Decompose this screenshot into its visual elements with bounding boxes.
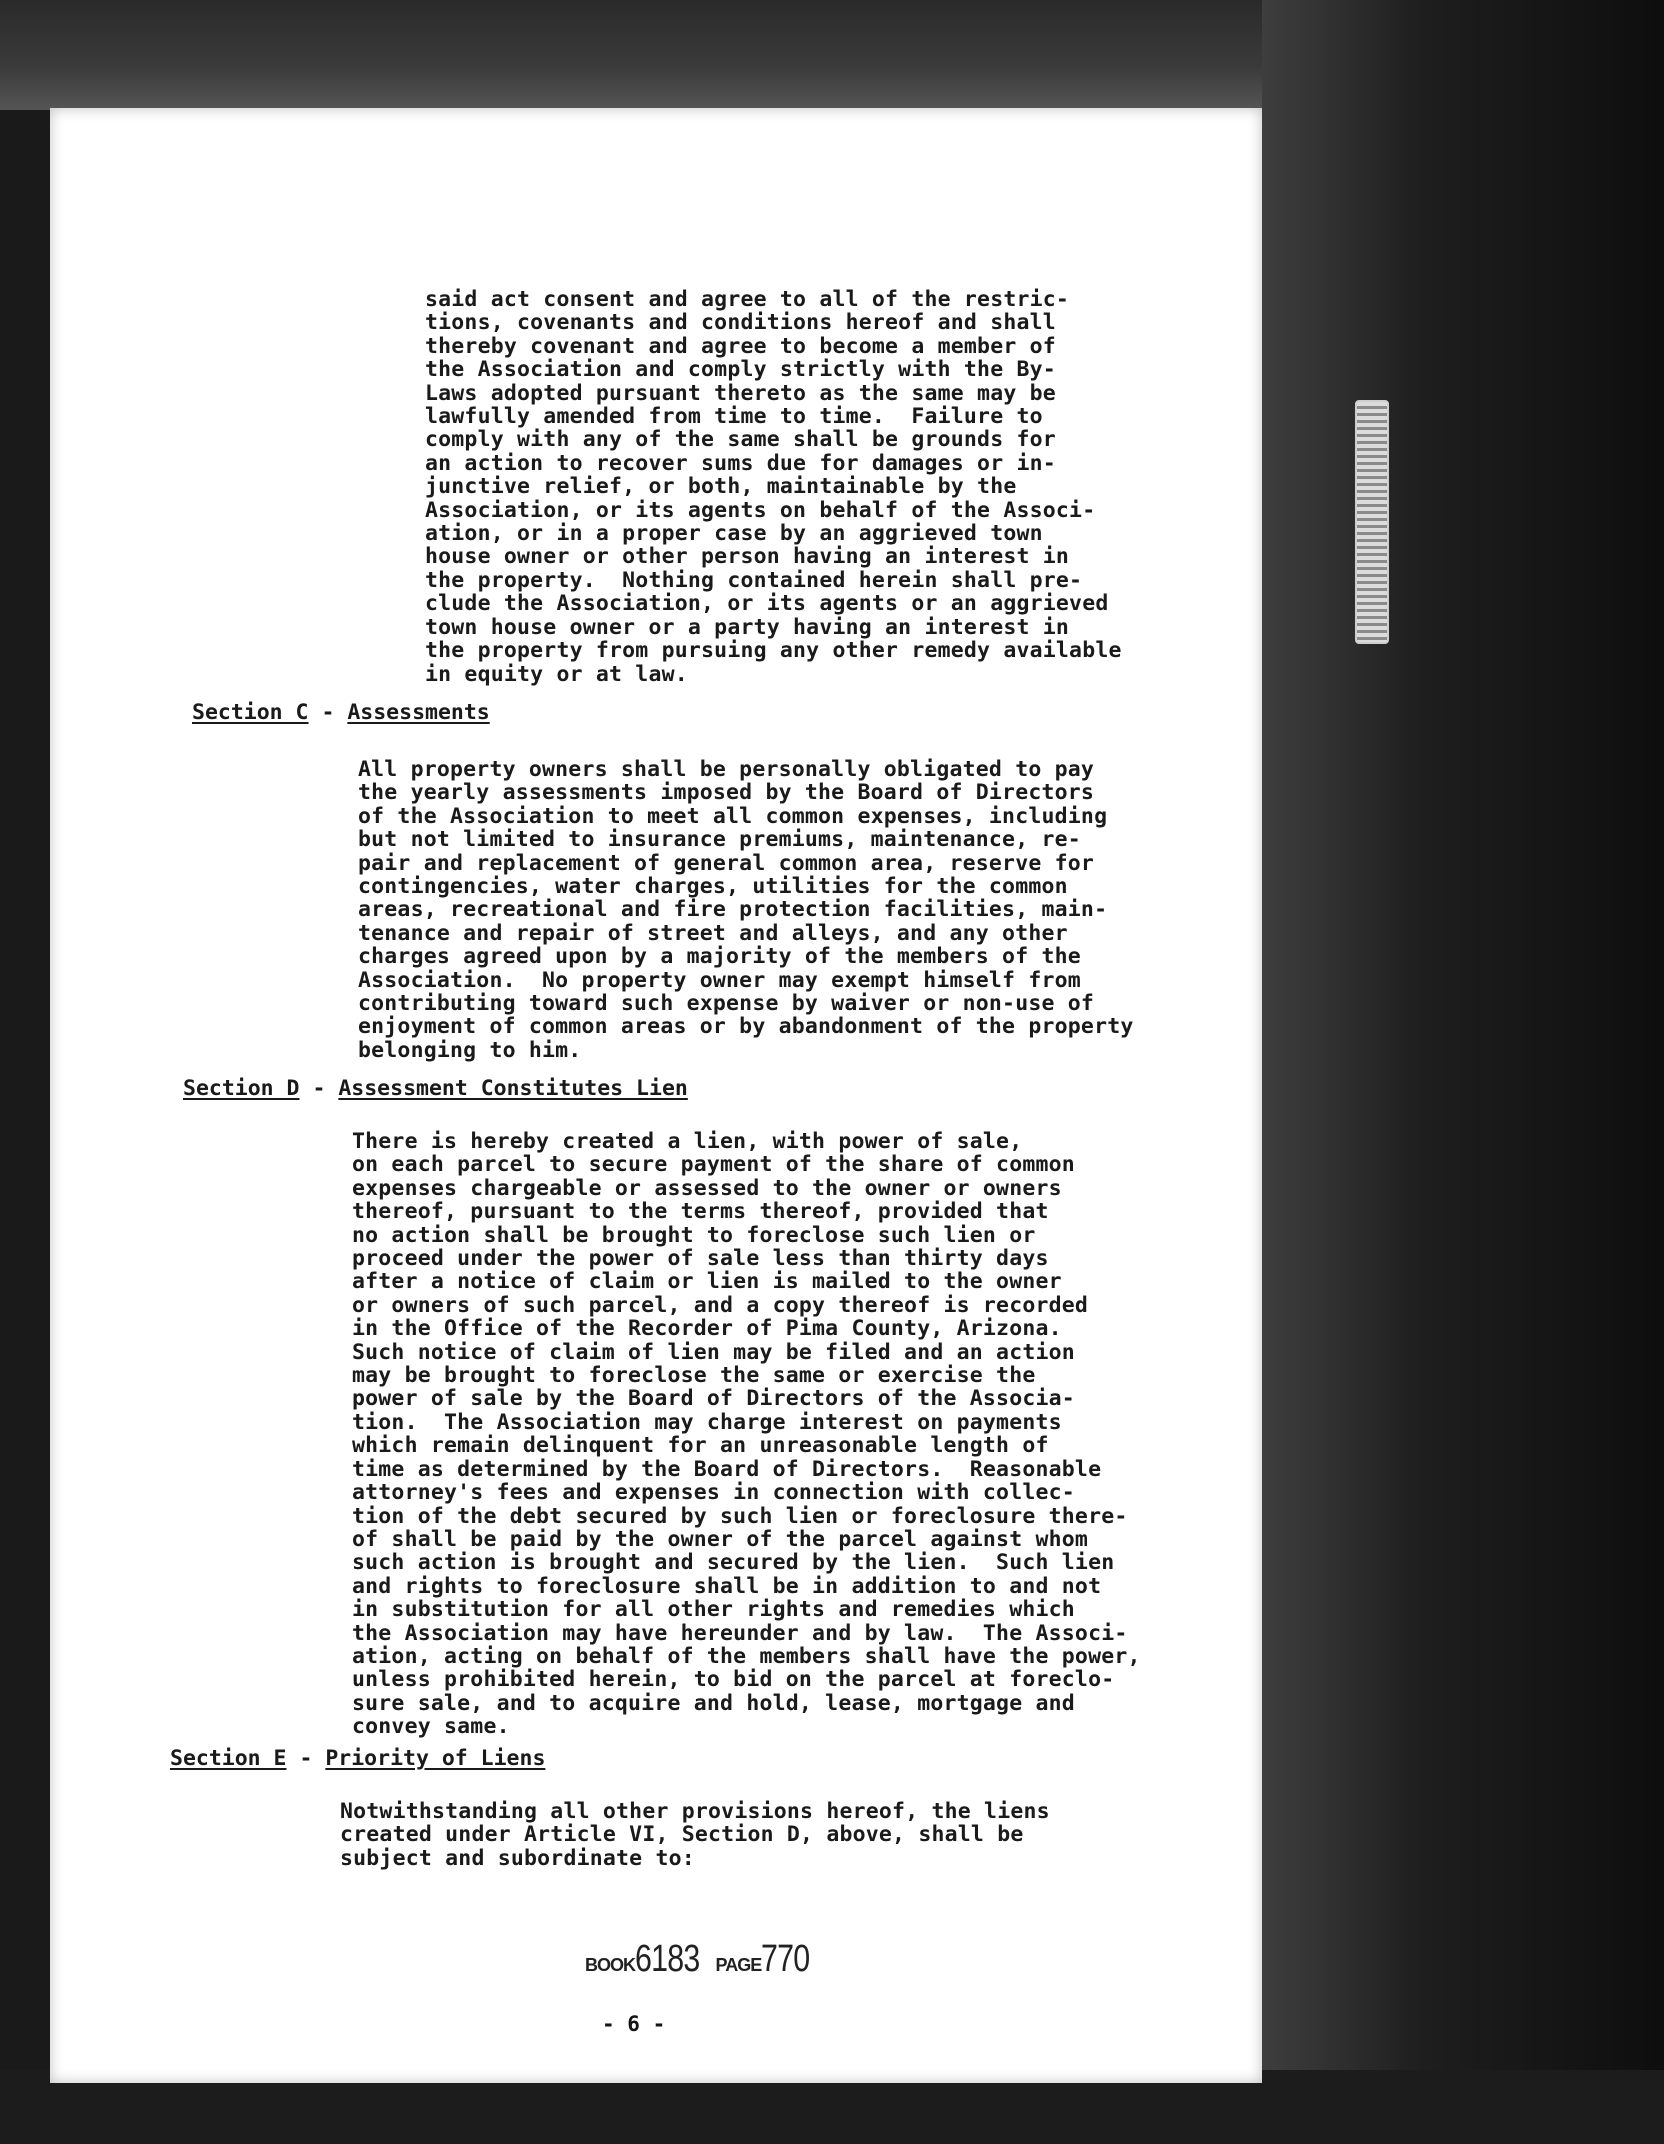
section-c-heading <box>192 700 490 725</box>
scan-border-right <box>1262 0 1664 2144</box>
section-e-body: Notwithstanding all other provisions hereof, the liens created under Article VI, Section D, above, shall be subject and subordinate to: <box>340 1799 1050 1871</box>
section-e-title: Priority of Liens <box>325 1746 546 1771</box>
section-c-label: Section C <box>192 700 309 725</box>
section-separator: - <box>308 700 348 725</box>
section-d-label: Section D <box>183 1076 300 1101</box>
recording-stamp <box>585 1938 822 1981</box>
book-label: BOOK <box>585 1955 635 1975</box>
binder-clip <box>1355 400 1389 644</box>
paragraph-continuation: said act consent and agree to all of the restric- tions, covenants and conditions hereof and shall thereby covenant and agree to become a member of the Association and comply strictly with the By- Laws adopted pursuant thereto as the same may be lawfully amended from time to time. Failure to comply with any of the same shall be grounds for an action to recover sums due for damages or in- junctive relief, or both, maintainable by the Association, or its agents on behalf of the Associ- ation, or in a proper case by an aggrieved town house owner or other person having an interest in the property. Nothing contained herein shall pre- clude the Association, or its agents or an aggrieved town house owner or a party having an interest in the property from pursuing any other remedy available in equity or at law. <box>425 287 1122 687</box>
page-number: - 6 - <box>602 2012 666 2036</box>
section-d-title: Assessment Constitutes Lien <box>338 1076 688 1101</box>
section-c-body: All property owners shall be personally obligated to pay the yearly assessments imposed by the Board of Directors of the Association to meet all common expenses, including but not limited to insurance premiums, maintenance, re- pair and replacement of general common area, reserve for contingencies, water charges, utilities for the common areas, recreational and fire protection facilities, main- tenance and repair of street and alleys, and any other charges agreed upon by a majority of the members of the Association. No property owner may exempt himself from contributing toward such expense by waiver or non-use of enjoyment of common areas or by abandonment of the property belonging to him. <box>358 757 1134 1063</box>
section-d-body: There is hereby created a lien, with power of sale, on each parcel to secure payment of the share of common expenses chargeable or assessed to the owner or owners thereof, pursuant to the terms thereof, provided that no action shall be brought to foreclose such lien or proceed under the power of sale less than thirty days after a notice of claim or lien is mailed to the owner or owners of such parcel, and a copy thereof is recorded in the Office of the Recorder of Pima County, Arizona. Such notice of claim of lien may be filed and an action may be brought to foreclose the same or exercise the power of sale by the Board of Directors of the Associa- tion. The Association may charge interest on payments which remain delinquent for an unreasonable length of time as determined by the Board of Directors. Reasonable attorney's fees and expenses in connection with collec- tion of the debt secured by such lien or foreclosure there- of shall be paid by the owner of the parcel against whom such action is brought and secured by the lien. Such lien and rights to foreclosure shall be in addition to and not in substitution for all other rights and remedies which the Association may have hereunder and by law. The Associ- ation, acting on behalf of the members shall have the power, unless prohibited herein, to bid on the parcel at foreclo- sure sale, and to acquire and hold, lease, mortgage and convey same. <box>352 1129 1141 1740</box>
recording-page-number: 770 <box>761 1938 810 1980</box>
book-number: 6183 <box>635 1938 700 1980</box>
section-e-label: Section E <box>170 1746 287 1771</box>
section-e-heading <box>170 1746 545 1771</box>
page-label: PAGE <box>715 1955 762 1975</box>
section-separator: - <box>286 1746 326 1771</box>
section-separator: - <box>299 1076 339 1101</box>
section-d-heading <box>183 1076 688 1101</box>
section-c-title: Assessments <box>347 700 490 725</box>
